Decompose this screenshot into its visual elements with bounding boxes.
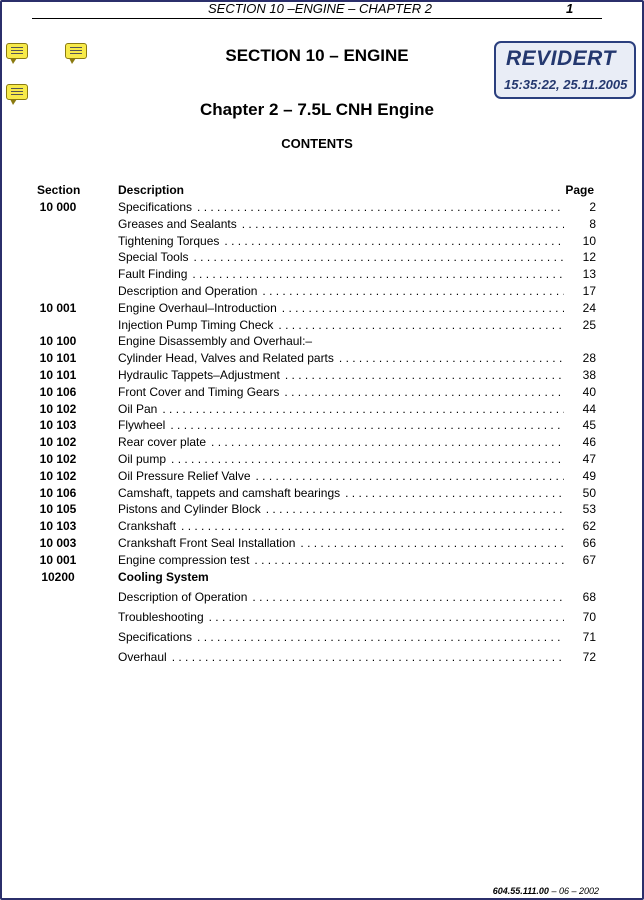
toc-page-number: 53 [582, 502, 596, 517]
toc-page-number: 46 [582, 435, 596, 450]
toc-section-number: 10200 [41, 569, 75, 584]
toc-description: Pistons and Cylinder Block [118, 502, 261, 517]
toc-description: Front Cover and Timing Gears [118, 384, 280, 399]
toc-description: Greases and Sealants [118, 216, 237, 231]
toc-section-number: 10 101 [39, 351, 77, 366]
comment-note-icon[interactable] [6, 84, 28, 100]
toc-section-number: 10 105 [39, 502, 77, 517]
toc-section-number: 10 103 [39, 418, 77, 433]
column-header-description: Description [118, 183, 185, 197]
toc-section-number: 10 001 [39, 300, 77, 315]
toc-description: Tightening Torques [118, 233, 220, 248]
toc-page-number: 25 [582, 317, 596, 332]
toc-dot-leader [282, 301, 564, 315]
toc-row[interactable] [30, 650, 596, 666]
toc-description: Description of Operation [118, 590, 248, 604]
toc-description: Engine Disassembly and Overhaul:– [118, 334, 313, 349]
toc-dot-leader [197, 630, 564, 644]
footer-code: 604.55.111.00 [492, 886, 549, 896]
toc-section-number: 10 106 [39, 384, 77, 399]
toc-row[interactable] [30, 284, 596, 300]
toc-row[interactable] [30, 351, 596, 367]
toc-page-number: 2 [589, 200, 596, 214]
toc-row[interactable] [30, 217, 596, 233]
toc-section-number: 10 102 [39, 435, 77, 450]
toc-dot-leader [278, 318, 564, 332]
toc-row[interactable] [30, 630, 596, 646]
toc-description: Crankshaft [118, 519, 177, 534]
toc-description: Oil pump [118, 452, 167, 466]
toc-description: Overhaul [118, 650, 167, 664]
section-title: SECTION 10 – ENGINE [225, 46, 409, 65]
toc-dot-leader [339, 351, 564, 365]
toc-description: Camshaft, tappets and camshaft bearings [118, 485, 341, 500]
footer-date: – 06 – 2002 [548, 886, 599, 896]
toc-page-number: 13 [582, 267, 596, 282]
toc-dot-leader [224, 234, 564, 248]
toc-row[interactable] [30, 301, 596, 317]
toc-page-number: 68 [582, 590, 596, 604]
toc-description: Crankshaft Front Seal Installation [118, 536, 296, 550]
toc-dot-leader [345, 486, 564, 500]
toc-dot-leader [266, 502, 564, 516]
page-number: 1 [566, 1, 574, 16]
toc-page-number: 49 [582, 468, 596, 483]
toc-section-number: 10 106 [39, 485, 77, 500]
toc-description: Fault Finding [118, 267, 188, 282]
toc-row[interactable] [30, 200, 596, 216]
toc-page-number: 66 [582, 536, 596, 550]
toc-page-number: 70 [582, 610, 596, 624]
toc-dot-leader [285, 368, 564, 382]
toc-row[interactable] [30, 334, 596, 350]
stamp-title: REVIDERT [506, 47, 616, 70]
toc-dot-leader [211, 435, 564, 449]
toc-page-number: 45 [582, 418, 596, 433]
toc-section-number: 10 102 [39, 452, 77, 466]
toc-dot-leader [242, 217, 564, 231]
running-header: SECTION 10 –ENGINE – CHAPTER 2 [208, 1, 432, 16]
toc-page-number: 67 [582, 552, 596, 567]
toc-page-number: 28 [582, 351, 596, 366]
toc-dot-leader [197, 200, 564, 214]
toc-page-number: 50 [582, 485, 596, 500]
toc-row[interactable] [30, 469, 596, 485]
toc-description: Cylinder Head, Valves and Related parts [118, 351, 334, 366]
toc-row[interactable] [30, 250, 596, 266]
toc-dot-leader [262, 284, 564, 298]
toc-row[interactable] [30, 452, 596, 468]
toc-page-number: 24 [582, 300, 596, 315]
toc-row[interactable] [30, 570, 596, 586]
toc-row[interactable] [30, 610, 596, 626]
toc-row[interactable] [30, 486, 596, 502]
toc-row[interactable] [30, 536, 596, 552]
toc-dot-leader [284, 385, 564, 399]
toc-row[interactable] [30, 267, 596, 283]
toc-description: Oil Pan [118, 401, 158, 416]
toc-dot-leader [254, 553, 564, 567]
toc-page-number: 62 [582, 519, 596, 534]
toc-dot-leader [300, 536, 564, 550]
toc-dot-leader [172, 650, 564, 664]
column-header-page: Page [565, 183, 594, 197]
toc-row[interactable] [30, 385, 596, 401]
toc-row[interactable] [30, 435, 596, 451]
toc-description: Oil Pressure Relief Valve [118, 468, 251, 483]
toc-dot-leader [194, 250, 565, 264]
toc-section-number: 10 001 [39, 552, 77, 567]
toc-description: Rear cover plate [118, 435, 207, 450]
toc-row[interactable] [30, 318, 596, 334]
header-divider [32, 18, 602, 19]
toc-section-number: 10 101 [39, 368, 77, 382]
toc-page-number: 44 [582, 401, 596, 416]
toc-row[interactable] [30, 502, 596, 518]
toc-description: Specifications [118, 200, 193, 214]
toc-page-number: 72 [582, 650, 596, 664]
contents-heading: CONTENTS [281, 136, 353, 151]
toc-description: Troubleshooting [118, 610, 204, 624]
toc-section-number: 10 000 [39, 200, 77, 214]
toc-page-number: 8 [589, 216, 596, 231]
toc-page-number: 12 [582, 250, 596, 265]
toc-description: Special Tools [118, 250, 189, 265]
toc-description: Description and Operation [118, 284, 258, 298]
toc-section-number: 10 003 [39, 536, 77, 550]
toc-description: Engine compression test [118, 552, 250, 567]
toc-page-number: 10 [582, 233, 596, 248]
toc-row[interactable] [30, 590, 596, 606]
toc-description: Cooling System [118, 569, 209, 584]
toc-row[interactable] [30, 402, 596, 418]
toc-page-number: 71 [582, 630, 596, 644]
toc-section-number: 10 102 [39, 468, 77, 483]
toc-page-number: 17 [582, 284, 596, 298]
toc-row[interactable] [30, 368, 596, 384]
toc-page-number: 38 [582, 368, 596, 382]
chapter-title: Chapter 2 – 7.5L CNH Engine [200, 100, 434, 119]
toc-dot-leader [192, 267, 564, 281]
toc-dot-leader [171, 452, 564, 466]
column-header-section: Section [37, 183, 81, 197]
toc-row[interactable] [30, 418, 596, 434]
toc-description: Flywheel [118, 418, 166, 433]
toc-dot-leader [162, 402, 564, 416]
toc-section-number: 10 102 [39, 401, 77, 416]
toc-dot-leader [170, 418, 564, 432]
toc-row[interactable] [30, 234, 596, 250]
toc-description: Injection Pump Timing Check [118, 317, 274, 332]
toc-description: Engine Overhaul–Introduction [118, 300, 277, 315]
document-footer [300, 886, 599, 896]
toc-page-number: 40 [582, 384, 596, 399]
toc-description: Specifications [118, 630, 193, 644]
toc-dot-leader [252, 590, 564, 604]
toc-dot-leader [209, 610, 564, 624]
toc-section-number: 10 103 [39, 519, 77, 534]
toc-description: Hydraulic Tappets–Adjustment [118, 368, 280, 382]
toc-page-number: 47 [582, 452, 596, 466]
toc-dot-leader [256, 469, 565, 483]
toc-row[interactable] [30, 519, 596, 535]
toc-dot-leader [181, 519, 564, 533]
toc-section-number: 10 100 [39, 334, 77, 349]
stamp-timestamp: 15:35:22, 25.11.2005 [504, 77, 628, 92]
toc-row[interactable] [30, 553, 596, 569]
